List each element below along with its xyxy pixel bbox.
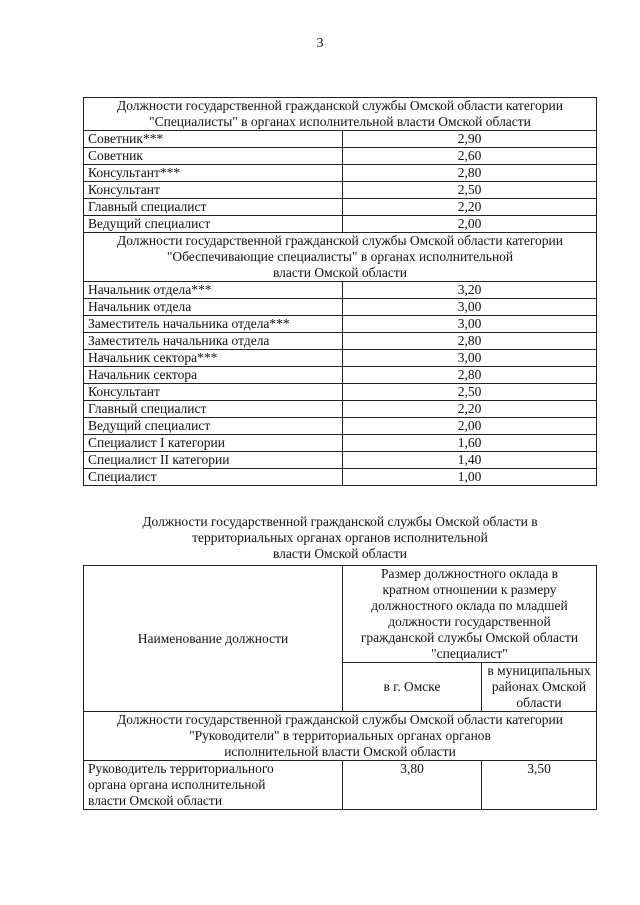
table-row (84, 401, 597, 418)
salary-ratio: 3,20 (343, 282, 597, 299)
header-line: Размер должностного оклада в (381, 566, 558, 581)
position-name (84, 761, 343, 810)
position-name: Специалист II категории (84, 452, 343, 469)
table-row (84, 299, 597, 316)
position-name: Начальник отдела*** (84, 282, 343, 299)
table-row (84, 282, 597, 299)
salary-ratio: 1,40 (343, 452, 597, 469)
table-row (84, 131, 597, 148)
name-line: органа органа исполнительной (88, 777, 266, 792)
salary-ratio: 2,00 (343, 418, 597, 435)
caption-line: власти Омской области (272, 546, 408, 561)
section-heading-leaders (84, 712, 597, 761)
page-number: 3 (316, 36, 324, 51)
salary-ratio: 2,60 (343, 148, 597, 165)
section-heading (84, 98, 597, 131)
header-line: в муниципальных (487, 663, 591, 678)
table-row (84, 761, 597, 810)
section-heading (84, 233, 597, 282)
table-row (84, 182, 597, 199)
salary-ratio: 2,20 (343, 401, 597, 418)
table-row (84, 165, 597, 182)
position-name: Консультант (84, 384, 343, 401)
salary-ratio: 2,80 (343, 367, 597, 384)
table-row (84, 316, 597, 333)
salary-table-specialists (83, 97, 597, 486)
heading-line: "Специалисты" в органах исполнительной власти Омской области (149, 114, 531, 129)
table-row (84, 333, 597, 350)
position-name: Ведущий специалист (84, 216, 343, 233)
heading-line: "Руководители" в территориальных органах органов (189, 728, 491, 743)
value-omsk: 3,80 (343, 761, 482, 810)
header-position-name: Наименование должности (84, 566, 343, 712)
position-name: Начальник сектора (84, 367, 343, 384)
position-name: Советник*** (84, 131, 343, 148)
salary-ratio: 2,50 (343, 384, 597, 401)
salary-ratio: 3,00 (343, 299, 597, 316)
position-name: Специалист I категории (84, 435, 343, 452)
position-name: Специалист (84, 469, 343, 486)
header-line: районах Омской (491, 679, 587, 694)
header-line: должности государственной (388, 614, 551, 629)
salary-ratio: 2,80 (343, 165, 597, 182)
header-districts (482, 663, 597, 712)
salary-ratio: 2,90 (343, 131, 597, 148)
salary-ratio: 1,60 (343, 435, 597, 452)
salary-table-territorial (83, 565, 597, 810)
caption-line: Должности государственной гражданской службы Омской области в (142, 514, 538, 529)
name-line: Руководитель территориального (88, 761, 274, 776)
table-row (84, 148, 597, 165)
salary-ratio: 2,80 (343, 333, 597, 350)
section-heading-row (84, 233, 597, 282)
position-name: Начальник сектора*** (84, 350, 343, 367)
heading-line: Должности государственной гражданской службы Омской области категории (117, 98, 563, 113)
table-row (84, 452, 597, 469)
salary-ratio: 2,00 (343, 216, 597, 233)
position-name: Главный специалист (84, 401, 343, 418)
heading-line: Должности государственной гражданской службы Омской области категории (117, 233, 563, 248)
position-name: Заместитель начальника отдела*** (84, 316, 343, 333)
name-line: власти Омской области (88, 793, 223, 808)
section-heading-row (84, 98, 597, 131)
position-name: Советник (84, 148, 343, 165)
position-name: Ведущий специалист (84, 418, 343, 435)
salary-ratio: 1,00 (343, 469, 597, 486)
table-row (84, 367, 597, 384)
header-line: "специалист" (431, 646, 508, 661)
header-line: кратном отношении к размеру (382, 582, 557, 597)
territorial-caption (83, 514, 597, 562)
salary-ratio: 2,50 (343, 182, 597, 199)
table-row (84, 435, 597, 452)
position-name: Начальник отдела (84, 299, 343, 316)
position-name: Консультант (84, 182, 343, 199)
header-line: гражданской службы Омской области (360, 630, 579, 645)
heading-line: Должности государственной гражданской службы Омской области категории (117, 712, 563, 727)
salary-ratio: 3,00 (343, 316, 597, 333)
heading-line: власти Омской области (272, 265, 408, 280)
table-row (84, 350, 597, 367)
position-name: Консультант*** (84, 165, 343, 182)
caption-line: территориальных органах органов исполнительной (192, 530, 488, 545)
position-name: Заместитель начальника отдела (84, 333, 343, 350)
table-row (84, 469, 597, 486)
table-row (84, 199, 597, 216)
salary-ratio: 2,20 (343, 199, 597, 216)
header-line: области (516, 695, 562, 710)
header-omsk: в г. Омске (343, 663, 482, 712)
table-row (84, 418, 597, 435)
salary-ratio: 3,00 (343, 350, 597, 367)
value-districts: 3,50 (482, 761, 597, 810)
table-row (84, 384, 597, 401)
heading-line: исполнительной власти Омской области (224, 744, 456, 759)
header-line: должностного оклада по младшей (371, 598, 568, 613)
position-name: Главный специалист (84, 199, 343, 216)
header-salary-ratio (343, 566, 597, 663)
heading-line: "Обеспечивающие специалисты" в органах исполнительной (166, 249, 514, 264)
table-row (84, 216, 597, 233)
